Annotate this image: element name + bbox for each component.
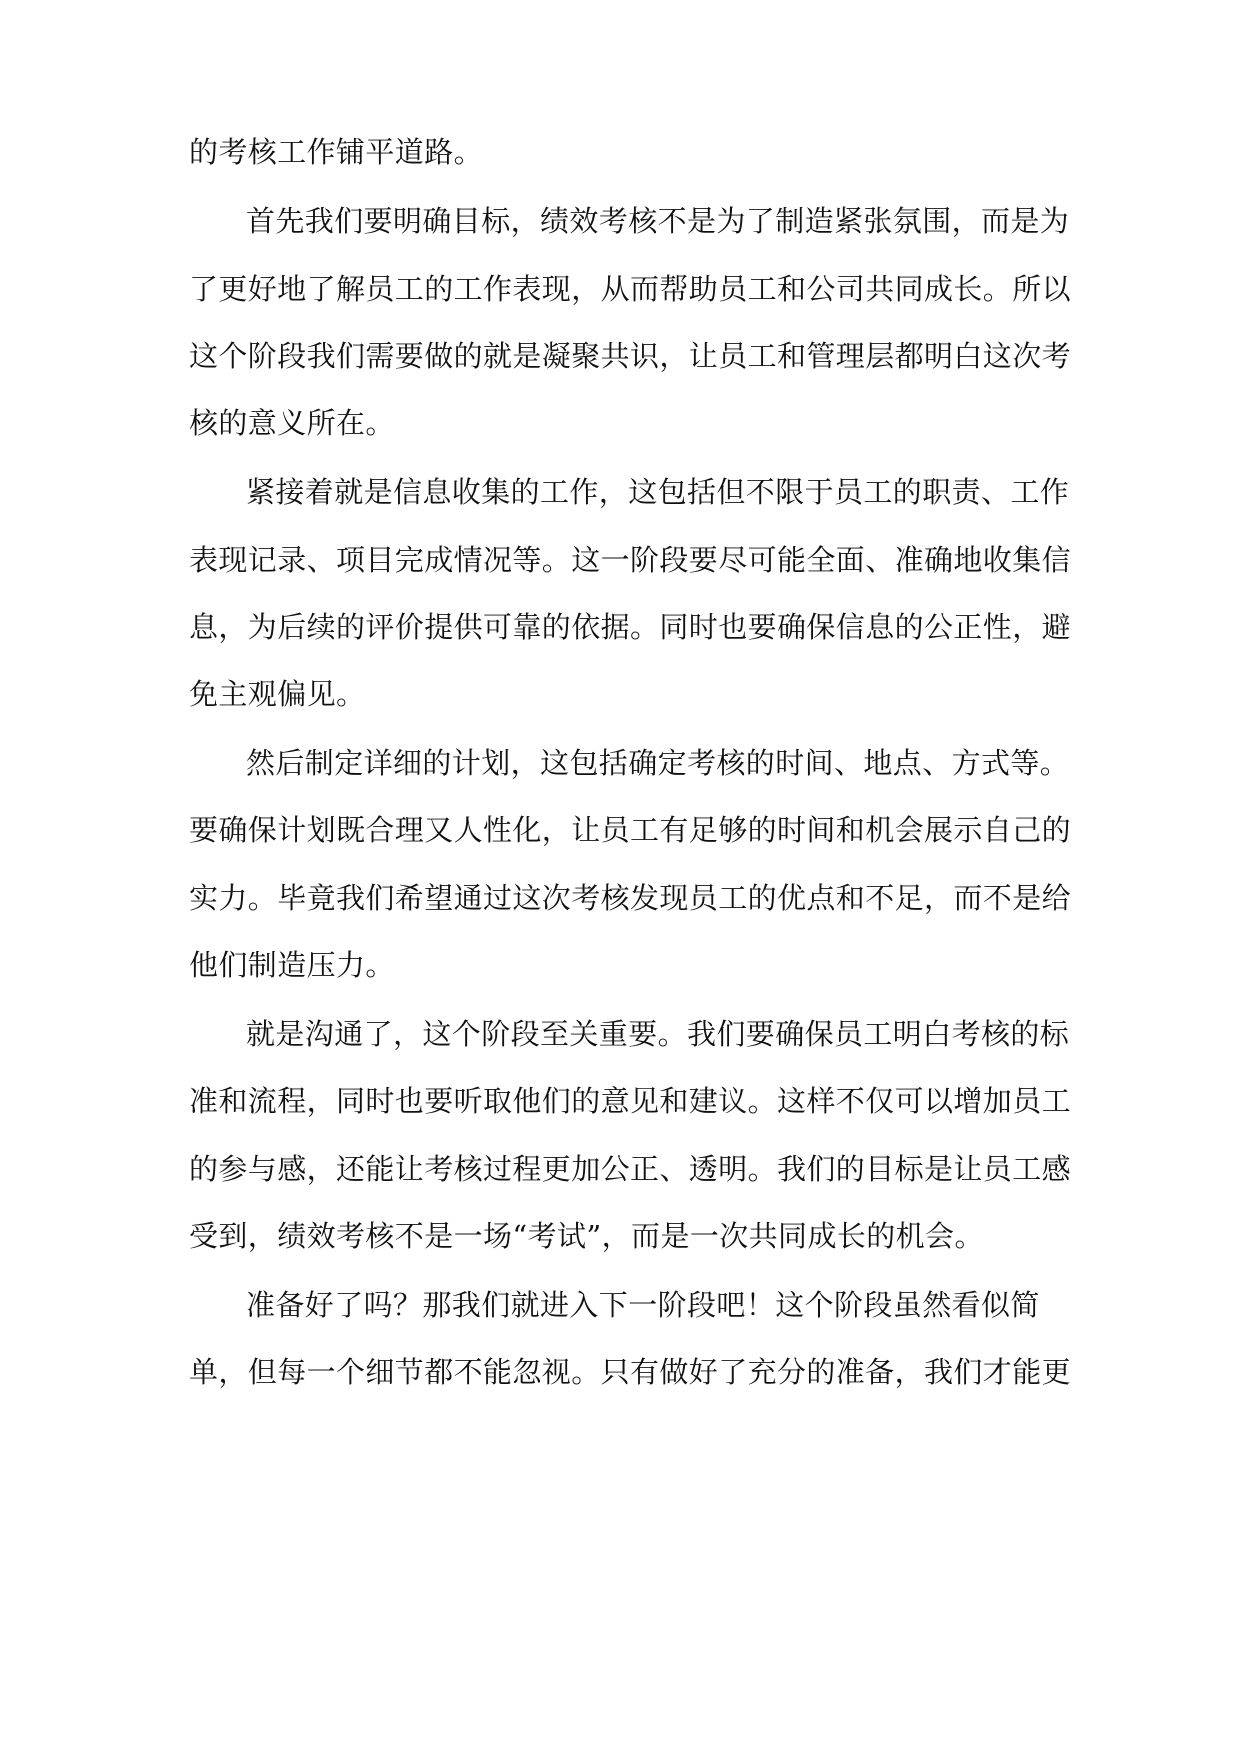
text-line: 实力。毕竟我们希望通过这次考核发现员工的优点和不足，而不是给 [189, 881, 1072, 915]
text-line: 准和流程，同时也要听取他们的意见和建议。这样不仅可以增加员工 [189, 1084, 1072, 1118]
text-line: 要确保计划既合理又人性化，让员工有足够的时间和机会展示自己的 [189, 813, 1072, 847]
text-line: 了更好地了解员工的工作表现，从而帮助员工和公司共同成长。所以 [189, 272, 1072, 306]
text-line: 核的意义所在。 [189, 406, 395, 440]
text-line: 免主观偏见。 [189, 677, 366, 711]
paragraph-first-line: 首先我们要明确目标，绩效考核不是为了制造紧张氛围，而是为 [246, 204, 1070, 238]
paragraph-first-line: 准备好了吗？那我们就进入下一阶段吧！这个阶段虽然看似简 [246, 1288, 1040, 1322]
text-line: 的参与感，还能让考核过程更加公正、透明。我们的目标是让员工感 [189, 1152, 1072, 1186]
text-line: 的考核工作铺平道路。 [189, 135, 484, 169]
text-line: 表现记录、项目完成情况等。这一阶段要尽可能全面、准确地收集信 [189, 543, 1072, 577]
text-line: 这个阶段我们需要做的就是凝聚共识，让员工和管理层都明白这次考 [189, 339, 1072, 373]
paragraph-first-line: 然后制定详细的计划，这包括确定考核的时间、地点、方式等。 [246, 746, 1070, 780]
text-line: 息，为后续的评价提供可靠的依据。同时也要确保信息的公正性，避 [189, 610, 1072, 644]
text-line: 他们制造压力。 [189, 948, 395, 982]
text-line: 单，但每一个细节都不能忽视。只有做好了充分的准备，我们才能更 [189, 1355, 1072, 1389]
paragraph-first-line: 就是沟通了，这个阶段至关重要。我们要确保员工明白考核的标 [246, 1017, 1070, 1051]
paragraph-first-line: 紧接着就是信息收集的工作，这包括但不限于员工的职责、工作 [246, 475, 1070, 509]
text-line: 受到，绩效考核不是一场“考试”，而是一次共同成长的机会。 [189, 1219, 984, 1253]
